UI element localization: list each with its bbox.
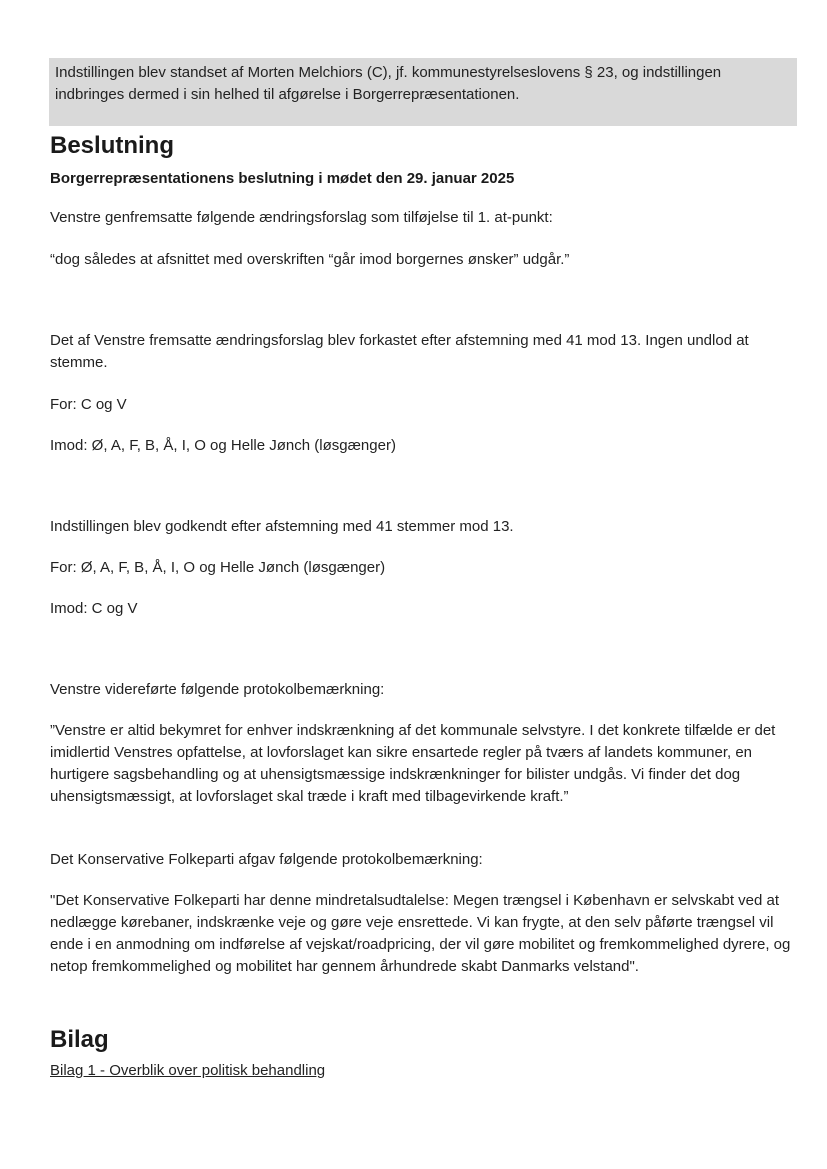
paragraph-proposal-against: Imod: C og V — [50, 600, 138, 617]
paragraph-venstre-remark: ”Venstre er altid bekymret for enhver indskrænkning af det kommunale selvstyre. I det konkrete tilfælde er det imidlertid Venstres opfattelse, at lovforslaget kan sikre ensartede regler på tværs af landets kommuner, en hurtigere sagsbehandling og at uhensigtsmæssige indskrænkninger for bilister undgås. Vi finder det dog uhensigtsmæssigt, at lovforslaget skal træde i kraft med tilbagevirkende kraft.” — [50, 722, 776, 805]
paragraph-proposal-result: Indstillingen blev godkendt efter afstemning med 41 stemmer mod 13. — [50, 518, 514, 535]
notice-text: Indstillingen blev standset af Morten Melchiors (C), jf. kommunestyrelseslovens § 23, og indstillingen indbringes dermed i sin helhed til afgørelse i Borgerrepræsentationen. — [55, 64, 722, 103]
attachments-heading: Bilag — [50, 1026, 109, 1053]
paragraph-amendment-result: Det af Venstre fremsatte ændringsforslag blev forkastet efter afstemning med 41 mod 13. Ingen undlod at stemme. — [50, 332, 749, 371]
paragraph-amendment-for: For: C og V — [50, 396, 127, 413]
paragraph-amendment-intro: Venstre genfremsatte følgende ændringsforslag som tilføjelse til 1. at-punkt: — [50, 209, 553, 226]
attachment-link-1[interactable]: Bilag 1 - Overblik over politisk behandling — [50, 1062, 326, 1079]
paragraph-proposal-for: For: Ø, A, F, B, Å, I, O og Helle Jønch (løsgænger) — [50, 559, 386, 576]
paragraph-venstre-remark-intro: Venstre videreførte følgende protokolbemærkning: — [50, 681, 385, 698]
paragraph-conservative-remark-intro: Det Konservative Folkeparti afgav følgende protokolbemærkning: — [50, 851, 483, 868]
paragraph-amendment-text: “dog således at afsnittet med overskriften “går imod borgernes ønsker” udgår.” — [50, 251, 570, 268]
notice-box — [49, 58, 797, 126]
paragraph-amendment-against: Imod: Ø, A, F, B, Å, I, O og Helle Jønch (løsgænger) — [50, 437, 396, 454]
decision-subheading: Borgerrepræsentationens beslutning i mødet den 29. januar 2025 — [50, 170, 515, 187]
decision-heading: Beslutning — [50, 132, 174, 159]
paragraph-conservative-remark: "Det Konservative Folkeparti har denne mindretalsudtalelse: Megen trængsel i København er selvskabt ved at nedlægge kørebaner, indskrænke veje og gøre veje ensrettede. Vi kan frygte, at den selv påførte trængsel vil ende i en anmodning om indførelse af vejskat/roadpricing, der vil gøre mobilitet og fremkommelighed dyrere, og netop fremkommelighed og mobilitet har gennem århundrede skabt Danmarks velstand". — [50, 892, 791, 975]
